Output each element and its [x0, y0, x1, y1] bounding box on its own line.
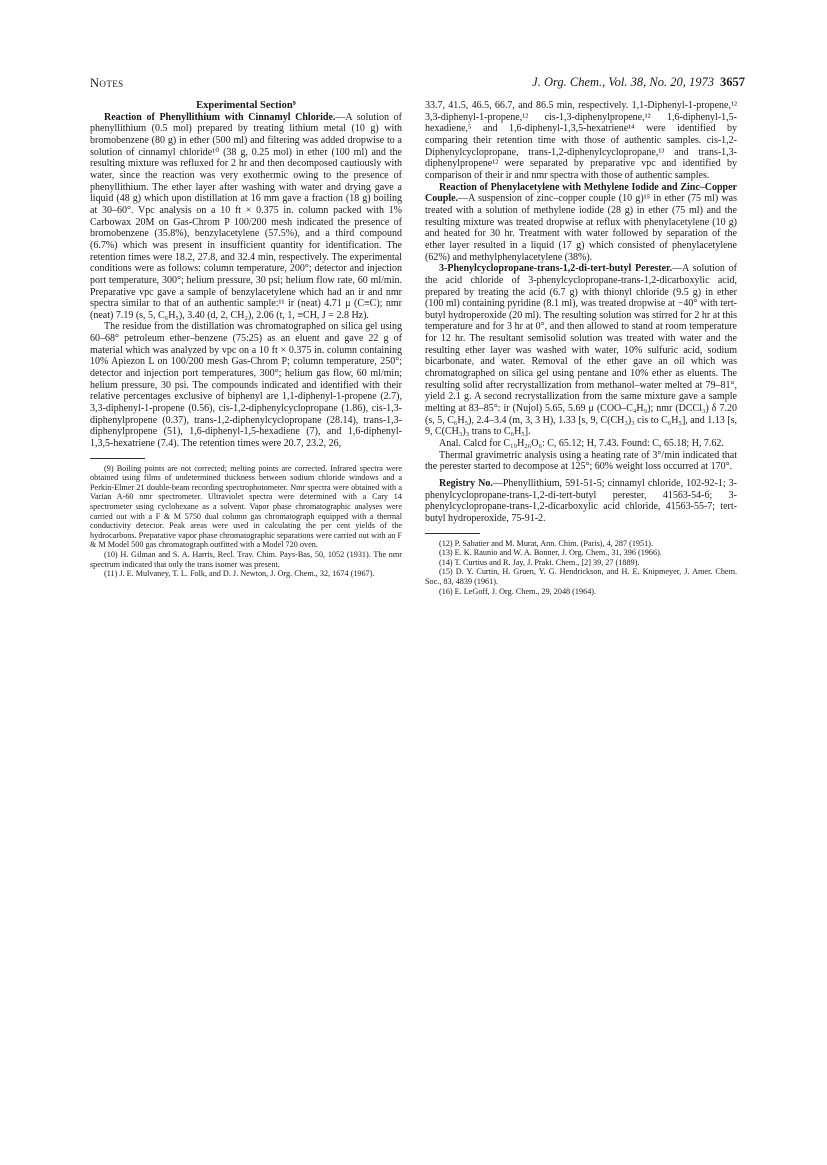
footnote-11: (11) J. E. Mulvaney, T. L. Folk, and D. J. Newton, J. Org. Chem., 32, 1674 (1967).: [104, 569, 375, 579]
paragraph-phenyllithium: [90, 112, 402, 322]
paragraph-perester: [425, 263, 737, 438]
footnote-12: (12) P. Sabatier and M. Murat, Ann. Chim. (Paris), 4, 287 (1951).: [439, 538, 653, 548]
footnote-divider: [425, 533, 480, 534]
paragraph-body: —A suspension of zinc–copper couple (10 g)¹⁵ in ether (75 ml) was treated with a solution of methylene iodide (28 g) in ether (75 ml) and the resulting mixture was treated dropwise at reflux with phenylacetylene (10 g) and heated for 30 hr. Treatment with water followed by separation of the ether layer resulted in a liquid (17 g) which consisted of phenylacetylene (62%) and methylphenylacetylene (38%).: [425, 193, 737, 263]
paragraph-phenylacetylene: [425, 182, 737, 264]
right-column: [425, 100, 737, 596]
running-head-journal: [532, 75, 745, 90]
paragraph-heading: Reaction of Phenyllithium with Cinnamyl Chloride.: [104, 111, 336, 123]
footnote-9: (9) Boiling points are not corrected; melting points are corrected. Infrared spectra were obtained using films of undetermined thickness between sodium chloride windows and a Perkin-Elmer 21 double-beam recording spectrophotometer. Nmr spectra were obtained with a Varian A-60 nmr spectrometer. Ultraviolet spectra were determined with a Cary 14 spectrometer using cyclohexane as a solvent. Vapor phase chromatographic analyses were carried out with a F & M 5750 dual column gas chromatograph equipped with a thermal conductivity detector. Peak areas were used in calculating the per cent yields of the hydrocarbons. Preparative vapor phase chromatographic separations were carried out with an F & M Model 500 gas chromatograph outfitted with a Model 720 oven.: [90, 463, 402, 550]
paragraph-heading: 3-Phenylcyclopropane-trans-1,2-di-tert-butyl Perester.: [439, 263, 673, 275]
footnote-13: (13) E. K. Raunio and W. A. Bonner, J. Org. Chem., 31, 396 (1966).: [439, 548, 662, 558]
paragraph-body: —A solution of the acid chloride of 3-phenylcyclopropane-trans-1,2-dicarboxylic acid, prepared by treating the acid (6.7 g) with thionyl chloride (9.5 g) in ether (100 ml) containing pyridine (8.1 ml), was treated dropwise at −40° with tert-butyl hydroperoxide (20 ml). The resulting solution was stirred for 2 hr at this temperature and for 3 hr at 0°, and then allowed to stand at room temperature for 12 hr. The resultant semisolid solution was treated with water and the resulting ether layer was washed with water, 10% sulfuric acid, sodium bicarbonate, and water. Removal of the ether gave an oil which was chromatographed on silica gel using pentane and 10% ether as eluents. The resulting solid after recrystallization from methanol–water melted at 79–81°, yield 2.1 g. A second recrystallization from the same mixture gave a sample melting at 83–85°: ir (Nujol) 5.65, 5.69 μ (COO–C₄H₉); nmr (DCCl₃) δ 7.20 (s, 5, C₆H₅), 2.4–3.4 (m, 3, 3 H), 1.33 [s, 9, C(CH₃)₃ cis to C₆H₅], and 1.13 [s, 9, C(CH₃)₃ trans to C₆H₅].: [425, 263, 738, 438]
registry-heading: Registry No.: [439, 478, 493, 489]
paragraph-registry: [425, 478, 737, 525]
registry-body: —Phenyllithium, 591-51-5; cinnamyl chloride, 102-92-1; 3-phenylcyclopropane-trans-1,2-di-tert-butyl perester, 41563-54-6; 3-phenylcyclopropane-trans-1,2-dicarboxylic acid chloride, 41563-55-7; tert-butyl hydroperoxide, 75-91-2.: [425, 478, 737, 524]
paragraph-analysis: Anal. Calcd for C₁₉H₂₆O₆: C, 65.12; H, 7.43. Found: C, 65.18; H, 7.62.: [439, 438, 724, 450]
left-column: [90, 100, 402, 579]
paragraph-body: —A solution of phenyllithium (0.5 mol) prepared by treating lithium metal (10 g) with bromobenzene (80 g) in ether (500 ml) and filtering was added dropwise to a solution of cinnamyl chloride¹⁰ (38 g, 0.25 mol) in ether (100 ml) and the resulting mixture was refluxed for 2 hr and then decomposed cautiously with water, since the reaction was very exothermic owing to the presence of phenyllithium. The ether layer after washing with water and drying gave a liquid (48 g) which upon distillation at 16 mm gave a fraction (18 g) boiling at 30–60°. Vpc analysis on a 10 ft × 0.375 in. column packed with 1% Carbowax 20M on Gas-Chrom P 100/200 mesh indicated the presence of bromobenzene (35.8%), benzylacetylene (57.5%), and a third compound (6.7%) which was present in insufficient quantity for identification. The retention times were 18.2, 27.8, and 32.4 min, respectively. The experimental conditions were as follows: column temperature, 200°; detector and injection port temperature, 300°; helium pressure, 30 psi; helium flow rate, 60 ml/min. Preparative vpc gave a sample of benzylacetylene which had an ir and nmr spectra similar to that of an authentic sample:¹¹ ir (neat) 4.71 μ (C≡C); nmr (neat) 7.19 (s, 5, C₆H₅), 3.40 (d, 2, CH₂), 2.06 (t, 1, ≡CH, J = 2.8 Hz).: [90, 111, 402, 321]
footnote-16: (16) E. LeGoff, J. Org. Chem., 29, 2048 (1964).: [439, 586, 597, 596]
paragraph-heading: Reaction of Phenylacetylene with Methylene Iodide and Zinc–Copper Couple.: [425, 181, 737, 205]
paragraph-continuation: 33.7, 41.5, 46.5, 66.7, and 86.5 min, respectively. 1,1-Diphenyl-1-propene,¹² 3,3-diphenyl-1-propene,¹² cis-1,3-diphenylpropene,¹² 1,6-diphenyl-1,5-hexadiene,⁵ and 1,6-diphenyl-1,3,5-hexatriene¹⁴ were identified by comparing their retention time with those of authentic samples. cis-1,2-Diphenylcyclopropane, trans-1,2-diphenylcyclopropane,¹³ and trans-1,3-diphenylpropene¹² were separated by preparative vpc and identified by comparison of their ir and nmr spectra with those of authentic samples.: [425, 100, 737, 181]
footnote-10: (10) H. Gilman and S. A. Harris, Recl. Trav. Chim. Pays-Bas, 50, 1052 (1931). The nmr spectrum indicated that only the trans isomer was present.: [90, 550, 402, 569]
footnote-14: (14) T. Curtius and R. Jay, J. Prakt. Chem., [2] 39, 27 (1889).: [439, 557, 640, 567]
section-title: Experimental Section⁹: [196, 100, 296, 111]
paragraph-thermal: Thermal gravimetric analysis using a heating rate of 3°/min indicated that the perester started to decompose at 125°; 60% weight loss occurred at 170°.: [425, 449, 737, 473]
page-number: 3657: [720, 75, 745, 89]
footnote-15: (15) D. Y. Curtin, H. Gruen, Y. G. Hendrickson, and H. E. Knipmeyer, J. Amer. Chem. Soc., 83, 4839 (1961).: [425, 567, 737, 586]
paragraph-residue: The residue from the distillation was chromatographed on silica gel using 60–68° petroleum ether–benzene (75:25) as an eluent and gave 22 g of material which was analyzed by vpc on a 10 ft × 0.375 in. column containing 10% Apiezon L on 100/200 mesh Gas-Chrom P; column temperature, 250°; detector and injection port temperatures, 300°; helium gas flow, 60 ml/min; helium pressure, 30 psi. The compounds indicated and identified with their relative percentages exclusive of biphenyl are 1,1-diphenyl-1-propene (2.7), 3,3-diphenyl-1-propene (0.56), cis-1,2-diphenylcyclopropane (1.86), cis-1,3-diphenylpropene (0.37), trans-1,2-diphenylcyclopropane (28.14), trans-1,3-diphenylpropene (51), 1,6-diphenyl-1,5-hexadiene (7), and 1,6-diphenyl-1,3,5-hexatriene (7.4). The retention times were 20.7, 23.2, 26,: [90, 321, 402, 450]
footnote-divider: [90, 458, 145, 459]
journal-citation: J. Org. Chem., Vol. 38, No. 20, 1973: [532, 75, 714, 89]
running-head-section: Notes: [90, 76, 124, 90]
